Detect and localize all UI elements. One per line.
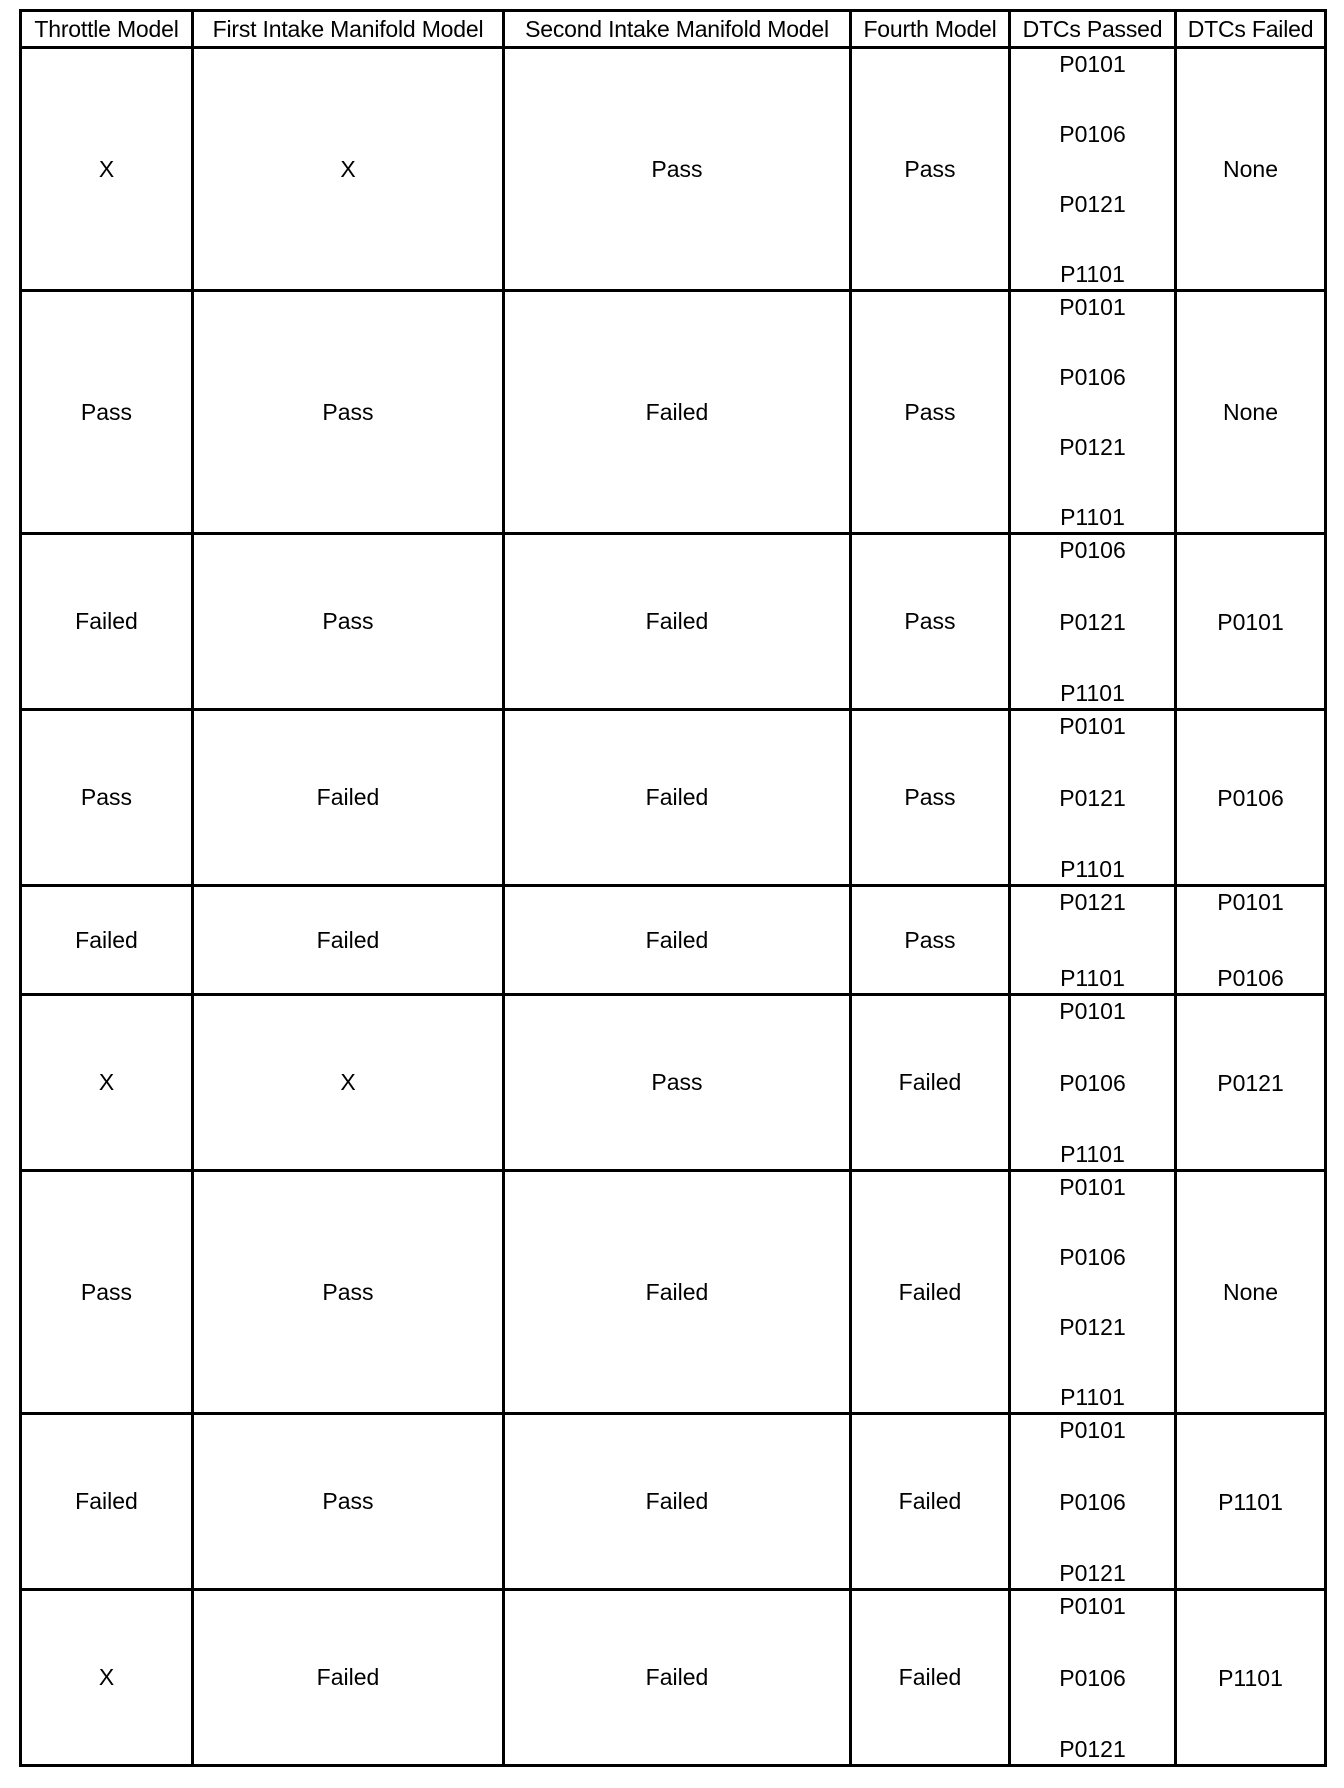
first-intake-cell: Failed bbox=[193, 1590, 504, 1766]
dtcs-passed-cell bbox=[1010, 995, 1176, 1171]
dtc-code: P0106 bbox=[1059, 1664, 1126, 1691]
dtcs-failed-cell bbox=[1176, 1590, 1326, 1766]
dtc-code: P0101 bbox=[1217, 889, 1284, 915]
table-row bbox=[21, 48, 1326, 291]
dtcs-failed-cell bbox=[1176, 710, 1326, 886]
second-intake-cell: Failed bbox=[504, 1414, 851, 1590]
dtcs-failed-cell bbox=[1176, 1414, 1326, 1590]
throttle-cell: X bbox=[21, 48, 193, 291]
header-throttle-model: Throttle Model bbox=[21, 11, 193, 48]
dtc-code: P0101 bbox=[1059, 1417, 1126, 1443]
dtc-code: P0101 bbox=[1059, 1593, 1126, 1619]
second-intake-cell: Pass bbox=[504, 48, 851, 291]
fourth-model-cell: Pass bbox=[851, 534, 1010, 710]
fourth-model-cell: Failed bbox=[851, 1590, 1010, 1766]
dtc-code: P1101 bbox=[1060, 261, 1125, 287]
first-intake-cell: Pass bbox=[193, 291, 504, 534]
first-intake-cell: Pass bbox=[193, 1171, 504, 1414]
fourth-model-cell: Failed bbox=[851, 1414, 1010, 1590]
dtc-code: P0121 bbox=[1059, 1560, 1126, 1586]
second-intake-cell: Failed bbox=[504, 1171, 851, 1414]
dtcs-passed-cell bbox=[1010, 1590, 1176, 1766]
dtcs-passed-cell bbox=[1010, 1414, 1176, 1590]
table-row bbox=[21, 710, 1326, 886]
dtc-code: P0106 bbox=[1059, 121, 1126, 147]
table-row bbox=[21, 291, 1326, 534]
dtc-code: P0121 bbox=[1059, 784, 1126, 811]
header-second-intake-manifold-model: Second Intake Manifold Model bbox=[504, 11, 851, 48]
dtc-code: P1101 bbox=[1060, 965, 1125, 991]
first-intake-cell: Pass bbox=[193, 1414, 504, 1590]
dtc-code: P0121 bbox=[1059, 889, 1126, 915]
dtc-code: None bbox=[1223, 399, 1278, 425]
fourth-model-cell: Failed bbox=[851, 995, 1010, 1171]
first-intake-cell: Pass bbox=[193, 534, 504, 710]
dtc-code: P1101 bbox=[1060, 1384, 1125, 1410]
header-dtcs-failed: DTCs Failed bbox=[1176, 11, 1326, 48]
fourth-model-cell: Pass bbox=[851, 886, 1010, 995]
second-intake-cell: Failed bbox=[504, 1590, 851, 1766]
throttle-cell: Pass bbox=[21, 710, 193, 886]
header-fourth-model: Fourth Model bbox=[851, 11, 1010, 48]
dtcs-failed-cell bbox=[1176, 291, 1326, 534]
throttle-cell: X bbox=[21, 995, 193, 1171]
fourth-model-cell: Failed bbox=[851, 1171, 1010, 1414]
dtcs-failed-cell bbox=[1176, 995, 1326, 1171]
dtcs-failed-cell bbox=[1176, 1171, 1326, 1414]
dtc-code: P0106 bbox=[1059, 1244, 1126, 1270]
dtc-code: P1101 bbox=[1060, 504, 1125, 530]
dtc-code: P1101 bbox=[1060, 856, 1125, 882]
dtc-code: P0121 bbox=[1217, 1069, 1284, 1096]
dtc-code: P0101 bbox=[1059, 1174, 1126, 1200]
dtc-code: P1101 bbox=[1060, 1141, 1125, 1167]
dtcs-failed-cell bbox=[1176, 534, 1326, 710]
throttle-cell: Failed bbox=[21, 886, 193, 995]
dtc-code: P0106 bbox=[1059, 537, 1126, 563]
first-intake-cell: Failed bbox=[193, 886, 504, 995]
dtc-code: P0121 bbox=[1059, 608, 1126, 635]
dtc-code: P1101 bbox=[1060, 680, 1125, 706]
dtcs-passed-cell bbox=[1010, 710, 1176, 886]
dtc-code: P1101 bbox=[1218, 1488, 1283, 1515]
table-row bbox=[21, 534, 1326, 710]
dtcs-passed-cell bbox=[1010, 48, 1176, 291]
first-intake-cell: Failed bbox=[193, 710, 504, 886]
dtc-results-table bbox=[19, 9, 1327, 1767]
second-intake-cell: Failed bbox=[504, 291, 851, 534]
first-intake-cell: X bbox=[193, 995, 504, 1171]
dtcs-failed-cell bbox=[1176, 886, 1326, 995]
dtc-code: P0121 bbox=[1059, 1736, 1126, 1762]
second-intake-cell: Failed bbox=[504, 886, 851, 995]
dtc-code: P0106 bbox=[1059, 364, 1126, 390]
table-row bbox=[21, 1590, 1326, 1766]
dtcs-passed-cell bbox=[1010, 291, 1176, 534]
dtc-code: P0121 bbox=[1059, 434, 1126, 460]
header-row bbox=[21, 11, 1326, 48]
dtcs-failed-cell bbox=[1176, 48, 1326, 291]
throttle-cell: X bbox=[21, 1590, 193, 1766]
throttle-cell: Pass bbox=[21, 291, 193, 534]
dtc-code: None bbox=[1223, 1279, 1278, 1305]
dtcs-passed-cell bbox=[1010, 1171, 1176, 1414]
dtc-code: P0101 bbox=[1217, 608, 1284, 635]
fourth-model-cell: Pass bbox=[851, 291, 1010, 534]
table-row bbox=[21, 995, 1326, 1171]
table-row bbox=[21, 1414, 1326, 1590]
table-row bbox=[21, 1171, 1326, 1414]
table-row bbox=[21, 886, 1326, 995]
second-intake-cell: Failed bbox=[504, 534, 851, 710]
fourth-model-cell: Pass bbox=[851, 710, 1010, 886]
header-first-intake-manifold-model: First Intake Manifold Model bbox=[193, 11, 504, 48]
throttle-cell: Pass bbox=[21, 1171, 193, 1414]
dtcs-passed-cell bbox=[1010, 534, 1176, 710]
dtc-code: P1101 bbox=[1218, 1664, 1283, 1691]
dtc-code: P0121 bbox=[1059, 191, 1126, 217]
header-dtcs-passed: DTCs Passed bbox=[1010, 11, 1176, 48]
dtc-code: P0121 bbox=[1059, 1314, 1126, 1340]
second-intake-cell: Pass bbox=[504, 995, 851, 1171]
throttle-cell: Failed bbox=[21, 1414, 193, 1590]
table-body bbox=[21, 48, 1326, 1766]
dtc-code: P0101 bbox=[1059, 294, 1126, 320]
fourth-model-cell: Pass bbox=[851, 48, 1010, 291]
throttle-cell: Failed bbox=[21, 534, 193, 710]
dtc-code: P0106 bbox=[1059, 1488, 1126, 1515]
dtc-code: None bbox=[1223, 156, 1278, 182]
dtc-code: P0101 bbox=[1059, 713, 1126, 739]
dtcs-passed-cell bbox=[1010, 886, 1176, 995]
dtc-code: P0101 bbox=[1059, 51, 1126, 77]
dtc-code: P0106 bbox=[1217, 965, 1284, 991]
dtc-code: P0106 bbox=[1217, 784, 1284, 811]
dtc-code: P0101 bbox=[1059, 998, 1126, 1024]
dtc-code: P0106 bbox=[1059, 1069, 1126, 1096]
first-intake-cell: X bbox=[193, 48, 504, 291]
second-intake-cell: Failed bbox=[504, 710, 851, 886]
